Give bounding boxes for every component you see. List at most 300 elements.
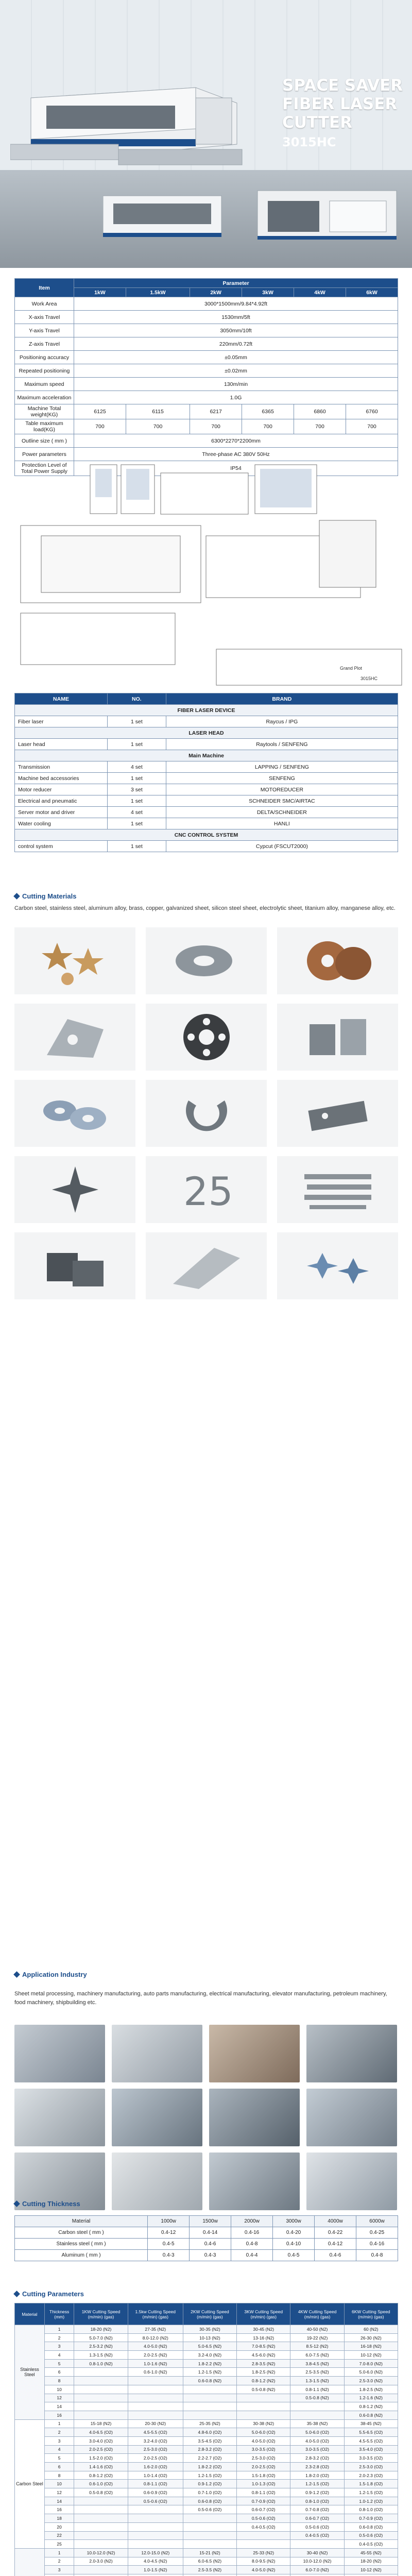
cutting-cell: 38-45 (N2) — [344, 2419, 398, 2428]
thickness-header: 1500w — [190, 2216, 231, 2227]
cutting-cell: 5.0-6.0 (N2) — [344, 2368, 398, 2377]
technical-drawing — [0, 459, 412, 690]
cutting-cell — [290, 2540, 344, 2549]
parameter-table — [14, 278, 398, 476]
cutting-cell: 0.8-1.2 (N2) — [237, 2377, 290, 2385]
thickness-cell: 0.4-20 — [273, 2227, 315, 2239]
thickness-header: 1000w — [148, 2216, 190, 2227]
cutting-cell: 1.0-1.6 (N2) — [128, 2359, 183, 2368]
param-value: ±0.02mm — [74, 364, 398, 378]
hero-title-line2: FIBER LASER — [282, 95, 398, 113]
cutting-cell: 5 — [44, 2359, 74, 2368]
param-row — [15, 391, 398, 404]
app-metal-parts — [112, 2089, 202, 2146]
cutting-header: Thickness (mm) — [44, 2303, 74, 2325]
cutting-cell: 1.8-2.2 (O2) — [183, 2463, 236, 2471]
config-row — [15, 716, 398, 727]
cutting-cell: 12 — [44, 2394, 74, 2402]
cutting-row — [15, 2377, 398, 2385]
cutting-cell: 0.5-0.8 (O2) — [74, 2488, 128, 2497]
cutting-cell: 0.8-1.0 (O2) — [344, 2505, 398, 2514]
foundation-plan — [21, 613, 175, 665]
cutting-header: 1.5kw Cutting Speed (m/min) (gas) — [128, 2303, 183, 2325]
cutting-cell — [44, 2574, 74, 2576]
cutting-row — [15, 2566, 398, 2574]
config-cell: 1 set — [108, 795, 166, 807]
cutting-cell: 3 — [44, 2342, 74, 2351]
cutting-cell: 1.8-2.0 (O2) — [290, 2471, 344, 2480]
cutting-row — [15, 2325, 398, 2334]
thickness-header-row — [15, 2216, 398, 2227]
config-cell: Raycus / IPG — [166, 716, 398, 727]
cutting-params-heading — [14, 2290, 84, 2298]
cutting-cell: 4.0-5.0 (N2) — [237, 2566, 290, 2574]
cutting-cell: 0.5-0.8 (N2) — [237, 2385, 290, 2394]
cutting-cell: 0.4-0.5 (O2) — [290, 2531, 344, 2540]
cutting-cell — [128, 2385, 183, 2394]
cutting-cell: 1.0-1.5 (N2) — [128, 2566, 183, 2574]
cutting-cell: 25 — [44, 2540, 74, 2549]
cutting-cell: 0.8-1.0 (O2) — [290, 2497, 344, 2505]
cutting-cell — [128, 2574, 183, 2576]
param-value: 700 — [74, 419, 126, 434]
cutting-cell: 3.5-4.5 (O2) — [183, 2436, 236, 2445]
cutting-cell: 1 — [44, 2548, 74, 2557]
cutting-row — [15, 2385, 398, 2394]
thickness-row — [15, 2227, 398, 2239]
param-value: 6300*2270*2200mm — [74, 434, 398, 448]
param-label: Table maximum load(KG) — [15, 419, 74, 434]
param-value: Three-phase AC 380V 50Hz — [74, 448, 398, 461]
config-group-row — [15, 829, 398, 841]
cutting-cell: 0.7-0.9 (O2) — [237, 2497, 290, 2505]
materials-heading — [14, 892, 76, 900]
cutting-cell: 4.5-6.0 (N2) — [237, 2351, 290, 2360]
param-row — [15, 434, 398, 448]
param-value: 700 — [126, 419, 190, 434]
cutting-cell: 8.0-9.5 (N2) — [237, 2557, 290, 2566]
param-value: 6115 — [126, 404, 190, 419]
cutting-cell: 4.0-5.0 (O2) — [290, 2436, 344, 2445]
param-label: Positioning accuracy — [15, 351, 74, 364]
param-row — [15, 378, 398, 391]
cutting-cell: 5 — [44, 2454, 74, 2463]
thickness-cell: 0.4-4 — [231, 2250, 273, 2261]
cutting-cell: 4 — [44, 2351, 74, 2360]
cutting-cell: 2.8-3.2 (O2) — [290, 2454, 344, 2463]
param-value: 1530mm/5ft — [74, 311, 398, 324]
config-header: NAME — [15, 693, 108, 705]
cutting-cell — [74, 2497, 128, 2505]
machine-image-secondary — [103, 185, 402, 247]
cutting-cell — [74, 2540, 128, 2549]
cutting-cell — [74, 2514, 128, 2523]
cutting-cell — [128, 2514, 183, 2523]
cutting-material: Stainless Steel — [15, 2325, 45, 2420]
cutting-cell — [183, 2385, 236, 2394]
sample-grid — [14, 927, 398, 1299]
app-kitchen — [209, 2025, 300, 2082]
cutting-cell: 2.5-3.5 (N2) — [290, 2368, 344, 2377]
config-cell: 1 set — [108, 739, 166, 750]
cutting-cell: 3.2-4.0 (N2) — [183, 2351, 236, 2360]
cutting-cell: 2.2-2.7 (O2) — [183, 2454, 236, 2463]
cutting-cell — [290, 2411, 344, 2419]
config-cell: LAPPING / SENFENG — [166, 761, 398, 773]
cutting-cell: 1.0-1.3 (O2) — [237, 2480, 290, 2488]
cutting-cell: 2.5-3.5 (N2) — [183, 2566, 236, 2574]
param-value: 700 — [294, 419, 346, 434]
cutting-header: 6KW Cutting Speed (m/min) (gas) — [344, 2303, 398, 2325]
application-grid — [14, 2025, 398, 2210]
cutting-cell: 0.6-0.9 (O2) — [128, 2488, 183, 2497]
cutting-cell: 3.0-4.0 (O2) — [74, 2436, 128, 2445]
cutting-cell — [128, 2540, 183, 2549]
cutting-row — [15, 2454, 398, 2463]
cutting-cell — [74, 2505, 128, 2514]
cutting-cell: 15-18 (N2) — [74, 2419, 128, 2428]
cutting-cell: 16 — [44, 2505, 74, 2514]
thickness-header: 6000w — [356, 2216, 398, 2227]
cutting-cell: 1.0-1.4 (O2) — [128, 2471, 183, 2480]
cutting-cell: 30-38 (N2) — [237, 2419, 290, 2428]
cutting-cell: 2 — [44, 2557, 74, 2566]
thickness-cell: 0.4-25 — [356, 2227, 398, 2239]
config-cell: Server motor and driver — [15, 807, 108, 818]
config-cell: Electrical and pneumatic — [15, 795, 108, 807]
config-row — [15, 784, 398, 795]
cutting-row — [15, 2411, 398, 2419]
cutting-cell: 10-12 (N2) — [344, 2351, 398, 2360]
cutting-cell: 0.6-0.7 (O2) — [290, 2514, 344, 2523]
cutting-cell: 30-35 (N2) — [183, 2325, 236, 2334]
cutting-cell: 4.0-5.0 (O2) — [237, 2436, 290, 2445]
config-header-row — [15, 693, 398, 705]
thickness-cell: Aluminum ( mm ) — [15, 2250, 148, 2261]
cutting-cell: 60 (N2) — [344, 2325, 398, 2334]
diamond-icon — [13, 2200, 20, 2207]
configuration-table — [14, 693, 398, 852]
cutting-cell — [128, 2522, 183, 2531]
diamond-icon — [13, 2291, 20, 2297]
cutting-cell: 5.0-6.0 (O2) — [237, 2428, 290, 2437]
cutting-cell: 1.0-1.2 (O2) — [344, 2497, 398, 2505]
cutting-cell: 0.7-0.8 (O2) — [290, 2505, 344, 2514]
cutting-cell: 10 — [44, 2385, 74, 2394]
title-block-label: Grand Plot — [340, 666, 363, 671]
cutting-cell: 1.6-2.0 (O2) — [128, 2463, 183, 2471]
cutting-cell: 12 — [44, 2488, 74, 2497]
cutting-cell: 7.0-8.5 (N2) — [237, 2342, 290, 2351]
cutting-row — [15, 2436, 398, 2445]
param-row — [15, 364, 398, 378]
cutting-cell: 0.8-1.1 (O2) — [237, 2488, 290, 2497]
cutting-cell: 2.0-2.3 (O2) — [344, 2471, 398, 2480]
materials-heading-text: Cutting Materials — [22, 892, 77, 900]
cutting-cell — [74, 2566, 128, 2574]
config-cell: control system — [15, 841, 108, 852]
plan-bed — [41, 536, 180, 592]
param-label: Work Area — [15, 297, 74, 311]
cutting-cell: 0.5-0.6 (O2) — [290, 2522, 344, 2531]
config-body — [15, 705, 398, 852]
materials-text: Carbon steel, stainless steel, aluminum alloy, brass, copper, galvanized sheet, silicon steel sheet, electrolytic sheet, titanium alloy, manganese alloy, etc. — [14, 905, 396, 911]
cutting-row — [15, 2402, 398, 2411]
cutting-cell — [183, 2514, 236, 2523]
cutting-cell: 2 — [44, 2428, 74, 2437]
sample-stars — [14, 927, 135, 994]
cutting-cell — [128, 2394, 183, 2402]
diamond-icon — [13, 893, 20, 900]
param-value: 6365 — [242, 404, 294, 419]
config-cell: Water cooling — [15, 818, 108, 829]
parameter-body — [15, 297, 398, 476]
cutting-cell: 19-22 (N2) — [290, 2333, 344, 2342]
cutting-cell: 18-20 (N2) — [344, 2557, 398, 2566]
param-value: 1.0G — [74, 391, 398, 404]
param-label: Protection Level of Total Power Supply — [15, 461, 74, 476]
cutting-cell: 8 — [44, 2377, 74, 2385]
cutting-row — [15, 2480, 398, 2488]
hero-title-line1: SPACE SAVER — [282, 76, 403, 95]
config-group-title: Main Machine — [15, 750, 398, 761]
cutting-cell: 1.5-1.8 (O2) — [237, 2471, 290, 2480]
sample-number-text: 25 — [183, 1168, 233, 1214]
cutting-cell: 1 — [44, 2419, 74, 2428]
thickness-cell: 0.4-16 — [231, 2227, 273, 2239]
cutting-header: 2KW Cutting Speed (m/min) (gas) — [183, 2303, 236, 2325]
thickness-section — [0, 2215, 412, 2261]
cutting-params-table — [14, 2303, 398, 2576]
cutting-cell: 16-18 (N2) — [344, 2342, 398, 2351]
thickness-table — [14, 2215, 398, 2261]
cutting-cell — [183, 2394, 236, 2402]
config-cell: Machine bed accessories — [15, 773, 108, 784]
cutting-row — [15, 2514, 398, 2523]
thickness-cell: 0.4-22 — [315, 2227, 356, 2239]
cutting-cell — [74, 2411, 128, 2419]
param-label: Maximum speed — [15, 378, 74, 391]
parameter-header: Parameter — [74, 279, 398, 288]
cutting-cell — [183, 2574, 236, 2576]
cutting-cell: 2.0-3.0 (N2) — [74, 2557, 128, 2566]
cutting-cell: 18 — [44, 2514, 74, 2523]
param-label: Machine Total weight(KG) — [15, 404, 74, 419]
cutting-cell: 2.5-3.2 (N2) — [74, 2342, 128, 2351]
cutting-cell: 30-45 (N2) — [237, 2325, 290, 2334]
cutting-cell — [74, 2377, 128, 2385]
param-label: Z-axis Travel — [15, 337, 74, 351]
sample-parts — [277, 1004, 398, 1071]
cutting-row — [15, 2428, 398, 2437]
config-cell: 1 set — [108, 841, 166, 852]
thickness-heading — [14, 2200, 80, 2208]
cutting-cell: 2.0-2.5 (N2) — [128, 2351, 183, 2360]
config-group-row — [15, 705, 398, 716]
cutting-cell: 10.0-12.0 (N2) — [74, 2548, 128, 2557]
app-pipes — [306, 2025, 397, 2082]
cutting-cell — [128, 2377, 183, 2385]
cutting-cell — [183, 2540, 236, 2549]
thickness-row — [15, 2239, 398, 2250]
param-row — [15, 419, 398, 434]
power-header: 4kW — [294, 288, 346, 297]
item-header: Item — [15, 279, 74, 297]
cutting-cell — [183, 2402, 236, 2411]
app-train — [306, 2153, 397, 2210]
machine-image-main — [10, 67, 252, 170]
param-label: Y-axis Travel — [15, 324, 74, 337]
app-enclosure — [112, 2153, 202, 2210]
cutting-cell: 2.0-2.5 (O2) — [74, 2445, 128, 2454]
application-text: Sheet metal processing, machinery manufacturing, auto parts manufacturing, electrical manufacturing, elevator manufacturing, petroleum machinery, food machinery, shipbuilding etc. — [14, 1991, 387, 2006]
thickness-cell: Stainless steel ( mm ) — [15, 2239, 148, 2250]
sample-flowers — [277, 1232, 398, 1299]
cutting-cell: 8.5-12 (N2) — [290, 2342, 344, 2351]
param-value: 6217 — [190, 404, 242, 419]
cutting-cell: 10.0-12.0 (N2) — [290, 2557, 344, 2566]
cutting-cell — [128, 2411, 183, 2419]
cutting-cell: 12.0-15.0 (N2) — [128, 2548, 183, 2557]
application-heading — [14, 1971, 87, 1978]
cutting-cell: 0.6-0.8 (O2) — [183, 2497, 236, 2505]
cutting-cell: 0.6-0.8 (N2) — [344, 2411, 398, 2419]
cutting-cell: 4.0-4.5 (N2) — [128, 2557, 183, 2566]
cutting-cell: 2.3-2.8 (O2) — [290, 2463, 344, 2471]
param-value: 6860 — [294, 404, 346, 419]
config-cell: 1 set — [108, 716, 166, 727]
config-cell: 4 set — [108, 761, 166, 773]
thickness-cell: 0.4-5 — [273, 2250, 315, 2261]
thickness-body — [15, 2227, 398, 2261]
cutting-cell: 4.0-5.0 (N2) — [128, 2342, 183, 2351]
cutting-cell: 1.2-1.6 (N2) — [344, 2394, 398, 2402]
cutting-cell: 3.0-3.5 (O2) — [237, 2445, 290, 2454]
cutting-cell: 4.5-5.5 (O2) — [344, 2436, 398, 2445]
cutting-header: 3KW Cutting Speed (m/min) (gas) — [237, 2303, 290, 2325]
cutting-cell: 1.3-1.5 (N2) — [290, 2377, 344, 2385]
thickness-heading-text: Cutting Thickness — [22, 2200, 80, 2208]
cutting-cell — [183, 2531, 236, 2540]
thickness-cell: 0.4-5 — [148, 2239, 190, 2250]
cutting-cell: 16 — [44, 2411, 74, 2419]
cutting-cell: 6.0-7.5 (N2) — [290, 2351, 344, 2360]
cutting-cell: 2.5-3.0 (N2) — [344, 2377, 398, 2385]
cutting-cell: 1.8-2.5 (N2) — [344, 2385, 398, 2394]
config-row — [15, 807, 398, 818]
top-view-small — [161, 473, 248, 514]
cutting-row — [15, 2497, 398, 2505]
param-value: 3050mm/10ft — [74, 324, 398, 337]
cutting-cell — [290, 2402, 344, 2411]
cutting-cell: 14 — [44, 2402, 74, 2411]
power-header: 1kW — [74, 288, 126, 297]
sample-bracket — [14, 1004, 135, 1071]
cutting-cell: 0.4-0.5 (O2) — [237, 2522, 290, 2531]
thickness-header: Material — [15, 2216, 148, 2227]
cutting-cell: 0.4-0.5 (O2) — [344, 2540, 398, 2549]
thickness-cell: 0.4-12 — [315, 2239, 356, 2250]
cutting-cell: 0.8-1.2 (N2) — [344, 2402, 398, 2411]
config-group-title: LASER HEAD — [15, 727, 398, 739]
param-row — [15, 351, 398, 364]
param-value: 700 — [190, 419, 242, 434]
cutting-cell: 1.5-2.0 (O2) — [74, 2454, 128, 2463]
cutting-cell — [74, 2394, 128, 2402]
cutting-cell: 2.0-2.5 (O2) — [237, 2463, 290, 2471]
parameter-table-section — [0, 278, 412, 476]
cutting-row — [15, 2359, 398, 2368]
sample-rings — [14, 1080, 135, 1147]
cutting-cell: 3.8-4.5 (N2) — [290, 2359, 344, 2368]
cutting-cell: 2.5-3.0 (O2) — [237, 2454, 290, 2463]
cutting-cell: 2.5-3.0 (O2) — [344, 2463, 398, 2471]
thickness-cell: 0.4-16 — [356, 2239, 398, 2250]
thickness-cell: 0.4-8 — [356, 2250, 398, 2261]
cutting-cell — [237, 2531, 290, 2540]
cutting-cell — [237, 2394, 290, 2402]
cutting-row — [15, 2419, 398, 2428]
cutting-cell: 6 — [44, 2368, 74, 2377]
cutting-cell: 4.0-6.5 (O2) — [74, 2428, 128, 2437]
cutting-cell: 6.0-6.5 (N2) — [183, 2557, 236, 2566]
cutting-cell: 20 — [44, 2522, 74, 2531]
config-cell: DELTA/SCHNEIDER — [166, 807, 398, 818]
cutting-cell: 2 — [44, 2333, 74, 2342]
config-cell: MOTOREDUCER — [166, 784, 398, 795]
cutting-body — [15, 2325, 398, 2576]
cutting-cell: 0.6-1.0 (N2) — [128, 2368, 183, 2377]
cutting-cell: 10-13 (N2) — [183, 2333, 236, 2342]
thickness-cell: 0.4-6 — [190, 2239, 231, 2250]
cutting-row — [15, 2471, 398, 2480]
thickness-cell: 0.4-14 — [190, 2227, 231, 2239]
cutting-cell: 0.6-0.7 (O2) — [237, 2505, 290, 2514]
config-header: BRAND — [166, 693, 398, 705]
configuration-section — [0, 693, 412, 852]
param-value: 700 — [346, 419, 398, 434]
cutting-cell — [74, 2402, 128, 2411]
cutting-cell: 1.8-2.5 (N2) — [237, 2368, 290, 2377]
cutting-header: Material — [15, 2303, 45, 2325]
app-factory — [14, 2089, 105, 2146]
cutting-cell: 4 — [44, 2445, 74, 2454]
param-value: 6760 — [346, 404, 398, 419]
cutting-cell: 26-30 (N2) — [344, 2333, 398, 2342]
config-cell: Cypcut (FSCUT2000) — [166, 841, 398, 852]
app-aircraft — [112, 2025, 202, 2082]
cutting-cell: 1.2-1.5 (O2) — [290, 2480, 344, 2488]
cutting-cell: 1 — [44, 2325, 74, 2334]
param-row — [15, 337, 398, 351]
cutting-params-section — [0, 2303, 412, 2576]
cutting-cell: 2.5-3.0 (O2) — [128, 2445, 183, 2454]
power-header: 1.5kW — [126, 288, 190, 297]
cutting-cell: 2.8-3.2 (O2) — [183, 2445, 236, 2454]
cutting-cell — [183, 2522, 236, 2531]
cutting-cell: 4.8-6.0 (O2) — [183, 2428, 236, 2437]
cutting-cell: 2.8-3.5 (N2) — [237, 2359, 290, 2368]
cutting-row — [15, 2531, 398, 2540]
drawing-section — [0, 459, 412, 690]
app-steel — [209, 2153, 300, 2210]
cutting-cell: 0.6-1.0 (O2) — [74, 2480, 128, 2488]
cutting-material: Carbon Steel — [15, 2419, 45, 2548]
param-value: 6125 — [74, 404, 126, 419]
thickness-cell: 0.4-6 — [315, 2250, 356, 2261]
cutting-cell: 3 — [44, 2436, 74, 2445]
cutting-cell: 20-30 (N2) — [128, 2419, 183, 2428]
